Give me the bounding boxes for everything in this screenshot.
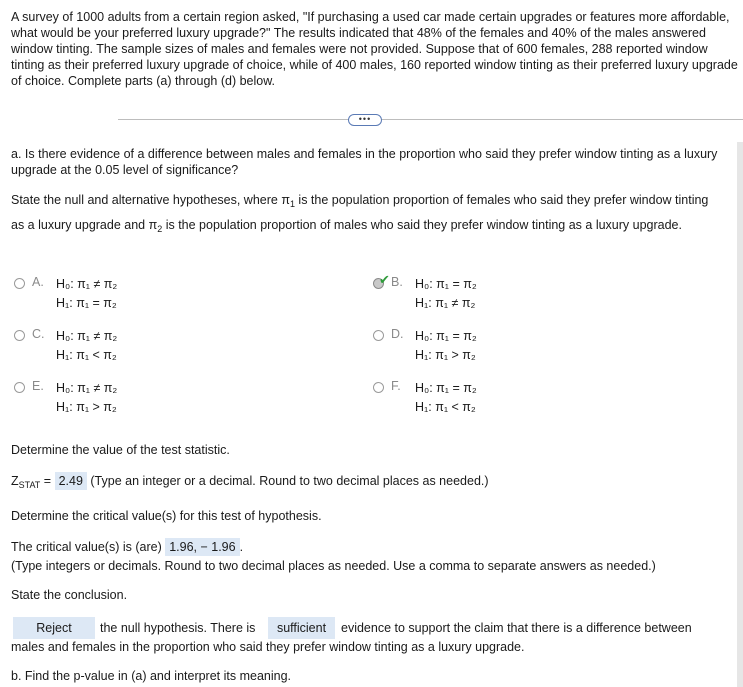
option-d-h1: H₁: π₁ > π₂ — [415, 348, 476, 362]
option-e-h0: H₀: π₁ ≠ π₂ — [56, 381, 118, 395]
option-c-h1: H₁: π₁ < π₂ — [56, 348, 117, 362]
zstat-label: Z — [11, 474, 19, 488]
radio-c[interactable] — [14, 330, 25, 341]
hyp-prompt-part2: is the population proportion of females who said they prefer window tinting as a luxury upgrade and π — [11, 193, 709, 232]
conclusion-end-1: evidence to support the claim that there is a difference between — [341, 621, 692, 635]
option-d[interactable] — [373, 327, 673, 367]
critical-hint: (Type integers or decimals. Round to two decimal places as needed. Use a comma to separate answers as needed.) — [11, 559, 656, 573]
part-b-question: b. Find the p-value in (a) and interpret its meaning. — [11, 669, 292, 683]
zstat-equals: = — [40, 474, 55, 488]
zstat-answer[interactable]: 2.49 — [55, 472, 87, 490]
option-a-letter: A. — [32, 275, 44, 289]
scrollbar[interactable] — [737, 142, 743, 687]
option-f[interactable] — [373, 379, 673, 419]
problem-intro: A survey of 1000 adults from a certain region asked, "If purchasing a used car made certain upgrades or features more affordable, what would be your preferred luxury upgrade?" The results indicated that 48% of the females and 40% of the males answered window tinting. The sample sizes of males and females were not provided. Suppose that of 600 females, 288 reported window tinting as their preferred luxury upgrade of choice, while of 400 males, 160 reported window tinting as their preferred luxury upgrade of choice. Complete parts (a) through (d) below. — [11, 10, 738, 88]
critical-row — [11, 537, 721, 558]
option-a-h1: H₁: π₁ = π₂ — [56, 296, 117, 310]
option-b-letter: B. — [391, 275, 403, 289]
hyp-prompt-part1: State the null and alternative hypotheses, where π — [11, 193, 290, 207]
conclusion-prompt: State the conclusion. — [11, 588, 128, 602]
zstat-row — [11, 471, 721, 496]
critical-period: . — [239, 540, 244, 554]
decision-dropdown[interactable]: Reject — [13, 617, 95, 639]
correct-check-icon: ✔ — [379, 272, 390, 287]
evidence-dropdown[interactable]: sufficient — [268, 617, 335, 639]
pi2-subscript: 2 — [157, 224, 163, 234]
option-e-letter: E. — [32, 379, 44, 393]
option-b-h0: H₀: π₁ = π₂ — [415, 277, 477, 291]
expand-more-button[interactable]: ••• — [348, 114, 382, 126]
hyp-prompt-part3: is the population proportion of males who said they prefer window tinting as a luxury upgrade. — [162, 218, 682, 232]
option-b[interactable] — [373, 272, 673, 315]
radio-e[interactable] — [14, 382, 25, 393]
critical-prompt: Determine the critical value(s) for this test of hypothesis. — [11, 509, 322, 523]
zstat-hint: (Type an integer or a decimal. Round to two decimal places as needed.) — [90, 474, 489, 488]
option-f-h0: H₀: π₁ = π₂ — [415, 381, 477, 395]
radio-f[interactable] — [373, 382, 384, 393]
pi1-subscript: 1 — [289, 199, 295, 209]
option-a-h0: H₀: π₁ ≠ π₂ — [56, 277, 118, 291]
test-stat-prompt: Determine the value of the test statistic. — [11, 443, 230, 457]
option-d-h0: H₀: π₁ = π₂ — [415, 329, 477, 343]
option-a[interactable] — [14, 275, 314, 315]
section-divider — [118, 119, 743, 120]
option-e[interactable] — [14, 379, 314, 419]
zstat-subscript: STAT — [18, 480, 41, 490]
option-c-letter: C. — [32, 327, 45, 341]
radio-d[interactable] — [373, 330, 384, 341]
part-a-question: a. Is there evidence of a difference between males and females in the proportion who said they prefer window tinting as a luxury upgrade at the 0.05 level of significance? — [11, 147, 718, 177]
option-c-h0: H₀: π₁ ≠ π₂ — [56, 329, 118, 343]
option-e-h1: H₁: π₁ > π₂ — [56, 400, 117, 414]
conclusion-end-2: males and females in the proportion who said they prefer window tinting as a luxury upgrade. — [11, 640, 525, 654]
critical-label: The critical value(s) is (are) — [11, 540, 166, 554]
option-c[interactable] — [14, 327, 314, 367]
hypotheses-prompt — [11, 190, 721, 240]
option-d-letter: D. — [391, 327, 404, 341]
radio-a[interactable] — [14, 278, 25, 289]
option-b-h1: H₁: π₁ ≠ π₂ — [415, 296, 476, 310]
critical-answer[interactable]: 1.96, − 1.96 — [165, 538, 239, 556]
option-f-letter: F. — [391, 379, 401, 393]
option-f-h1: H₁: π₁ < π₂ — [415, 400, 476, 414]
conclusion-mid: the null hypothesis. There is — [100, 621, 256, 635]
